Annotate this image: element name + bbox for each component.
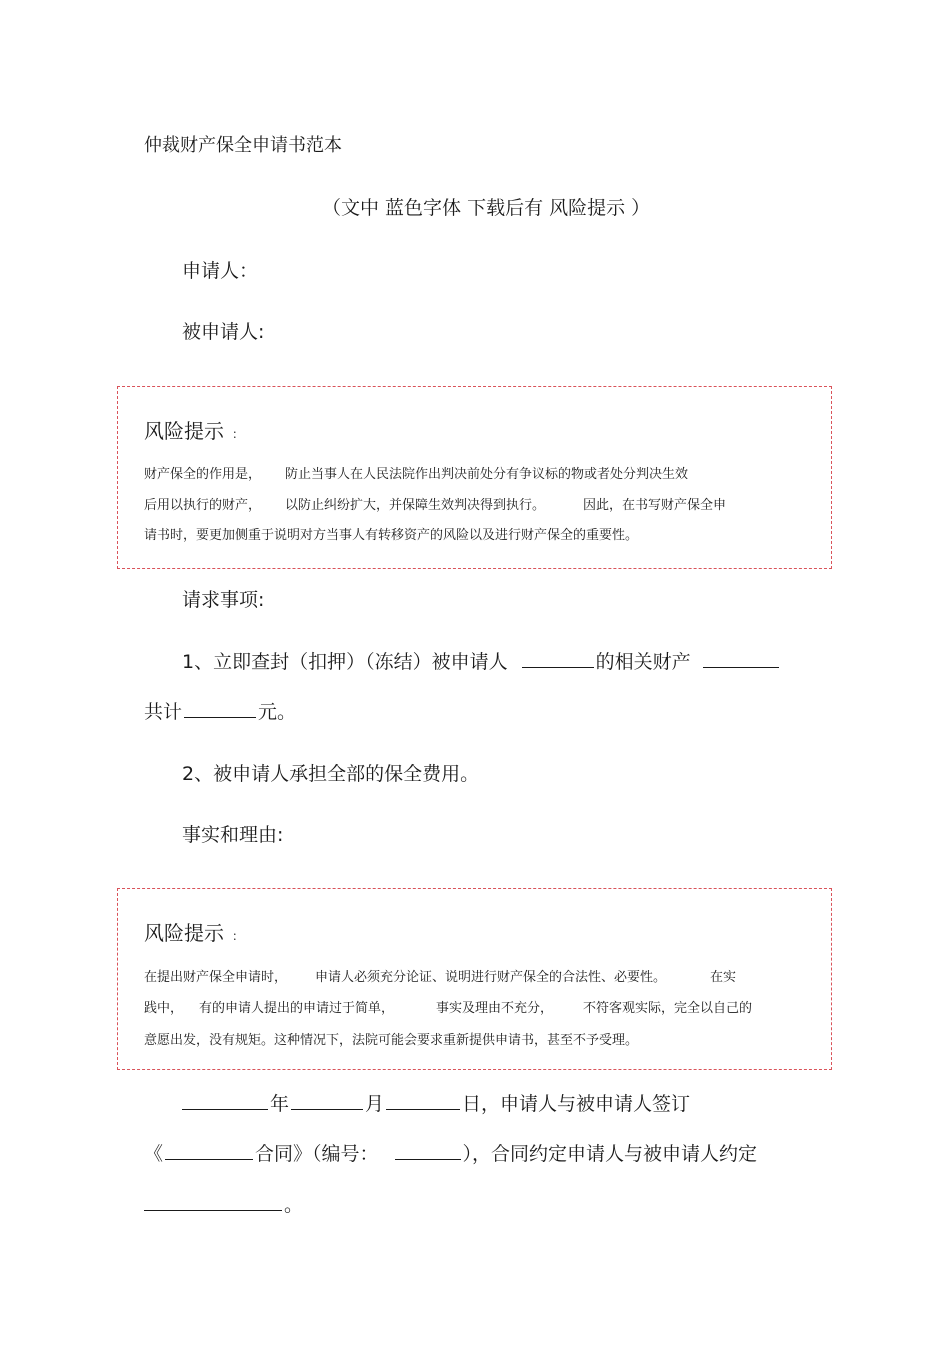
facts-label: 事实和理由:	[182, 824, 284, 846]
document-title: 仲裁财产保全申请书范本	[144, 135, 342, 156]
contract-name-blank[interactable]	[165, 1141, 253, 1160]
risk-tip-box-1	[117, 386, 832, 569]
respondent-name-blank[interactable]	[522, 649, 594, 668]
claims-label: 请求事项:	[182, 589, 265, 611]
risk-tip-1-line-3: 请书时，要更加侧重于说明对方当事人有转移资产的风险以及进行财产保全的重要性。	[144, 528, 639, 543]
year-blank[interactable]	[182, 1091, 268, 1110]
contract-line-1: 年 月 日，申请人与被申请人签订	[182, 1089, 690, 1116]
risk-tip-title-2: 风险提示 ：	[144, 921, 245, 945]
risk-tip-title-1: 风险提示 ：	[144, 419, 245, 443]
risk-tip-2-line-1: 在提出财产保全申请时， 申请人必须充分论证、说明进行财产保全的合法性、必要性。 在实	[144, 970, 737, 985]
respondent-label: 被申请人:	[182, 321, 265, 343]
risk-tip-box-2	[117, 888, 832, 1070]
risk-tip-1-line-1: 财产保全的作用是， 防止当事人在人民法院作出判决前处分有争议标的物或者处分判决生效	[144, 467, 689, 482]
applicant-label: 申请人：	[182, 260, 259, 282]
risk-tip-1-line-2: 后用以执行的财产， 以防止纠纷扩大，并保障生效判决得到执行。 因此，在书写财产保全申	[144, 498, 727, 513]
contract-number-blank[interactable]	[395, 1141, 461, 1160]
claim-2: 2、被申请人承担全部的保全费用。	[182, 763, 480, 785]
property-blank[interactable]	[703, 649, 779, 668]
month-blank[interactable]	[291, 1091, 363, 1110]
claim-1-line-1: 1、立即查封（扣押）（冻结）被申请人 的相关财产	[182, 647, 781, 674]
risk-tip-2-line-3: 意愿出发，没有规矩。这种情况下，法院可能会要求重新提供申请书，甚至不予受理。	[144, 1033, 639, 1048]
contract-line-2: 《 合同》（编号： ），合同约定申请人与被申请人约定	[144, 1143, 758, 1165]
risk-tip-2-line-2: 践中， 有的申请人提出的申请过于简单， 事实及理由不充分， 不符客观实际，完全以自己的	[144, 1001, 753, 1016]
contract-line-3: 。	[144, 1190, 303, 1217]
template-note: （文中 蓝色字体 下载后有 风险提示 ）	[322, 197, 651, 219]
day-blank[interactable]	[386, 1091, 460, 1110]
agreement-blank[interactable]	[144, 1192, 282, 1211]
amount-blank[interactable]	[184, 699, 256, 718]
claim-1-line-2: 共计 元。	[144, 701, 297, 723]
